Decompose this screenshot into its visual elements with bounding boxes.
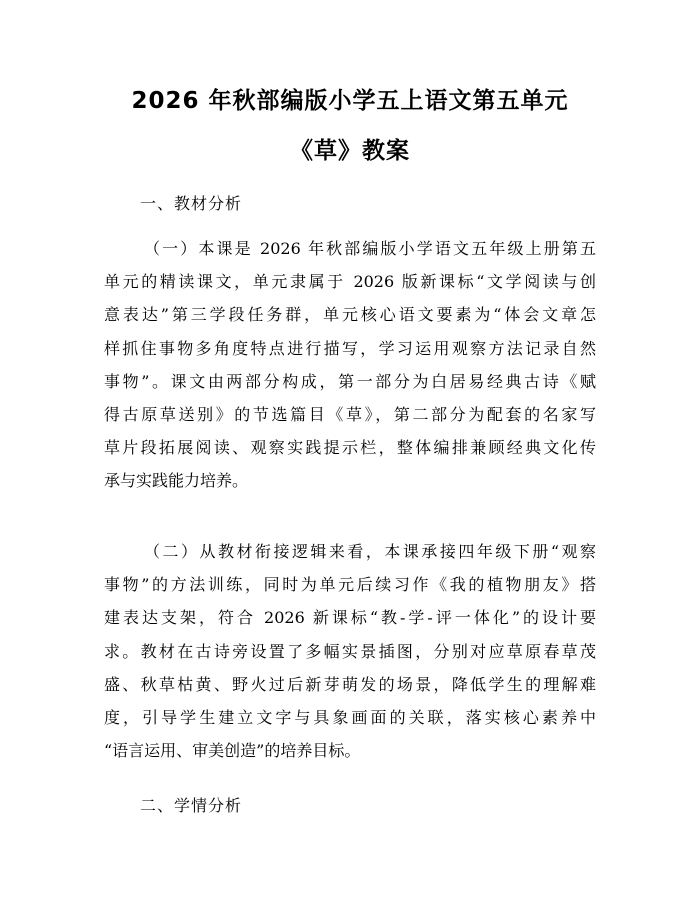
document-title-line-2: 《草》教案: [290, 138, 410, 164]
paragraph-2: [104, 535, 596, 767]
paragraph-2-line: “语言运用、审美创造”的培养目标。: [104, 741, 361, 761]
paragraph-1-line: 样抓住事物多角度特点进行描写，学习运用观察方法记录自然: [104, 338, 596, 358]
paragraph-1-line: 单元的精读课文，单元隶属于 2026 版新课标“文学阅读与创: [104, 272, 596, 292]
paragraph-2-line: （二）从教材衔接逻辑来看，本课承接四年级下册“观察: [144, 542, 596, 561]
paragraph-1-line: （一）本课是 2026 年秋部编版小学语文五年级上册第五: [144, 239, 596, 258]
paragraph-2-line: 盛、秋草枯黄、野火过后新芽萌发的场景，降低学生的理解难: [104, 674, 596, 694]
document-title-line-1: 2026 年秋部编版小学五上语文第五单元: [131, 88, 569, 114]
paragraph-2-line: 求。教材在古诗旁设置了多幅实景插图，分别对应草原春草茂: [104, 641, 596, 661]
paragraph-1-line: 承与实践能力培养。: [104, 471, 249, 491]
paragraph-2-line: 事物”的方法训练，同时为单元后续习作《我的植物朋友》搭: [104, 575, 596, 595]
paragraph-1-line: 得古原草送别》的节选篇目《草》，第二部分为配套的名家写: [104, 404, 596, 424]
section-heading-textbook-analysis: 一、教材分析: [140, 194, 243, 213]
section-heading-student-analysis: 二、学情分析: [140, 796, 243, 815]
paragraph-1: [104, 232, 596, 498]
paragraph-1-line: 事物”。课文由两部分构成，第一部分为白居易经典古诗《赋: [104, 371, 596, 391]
paragraph-1-line: 草片段拓展阅读、观察实践提示栏，整体编排兼顾经典文化传: [104, 438, 596, 458]
paragraph-2-line: 度，引导学生建立文字与具象画面的关联，落实核心素养中: [104, 707, 596, 727]
paragraph-2-line: 建表达支架，符合 2026 新课标“教-学-评一体化”的设计要: [104, 608, 596, 628]
paragraph-1-line: 意表达”第三学段任务群，单元核心语文要素为“体会文章怎: [104, 305, 596, 325]
